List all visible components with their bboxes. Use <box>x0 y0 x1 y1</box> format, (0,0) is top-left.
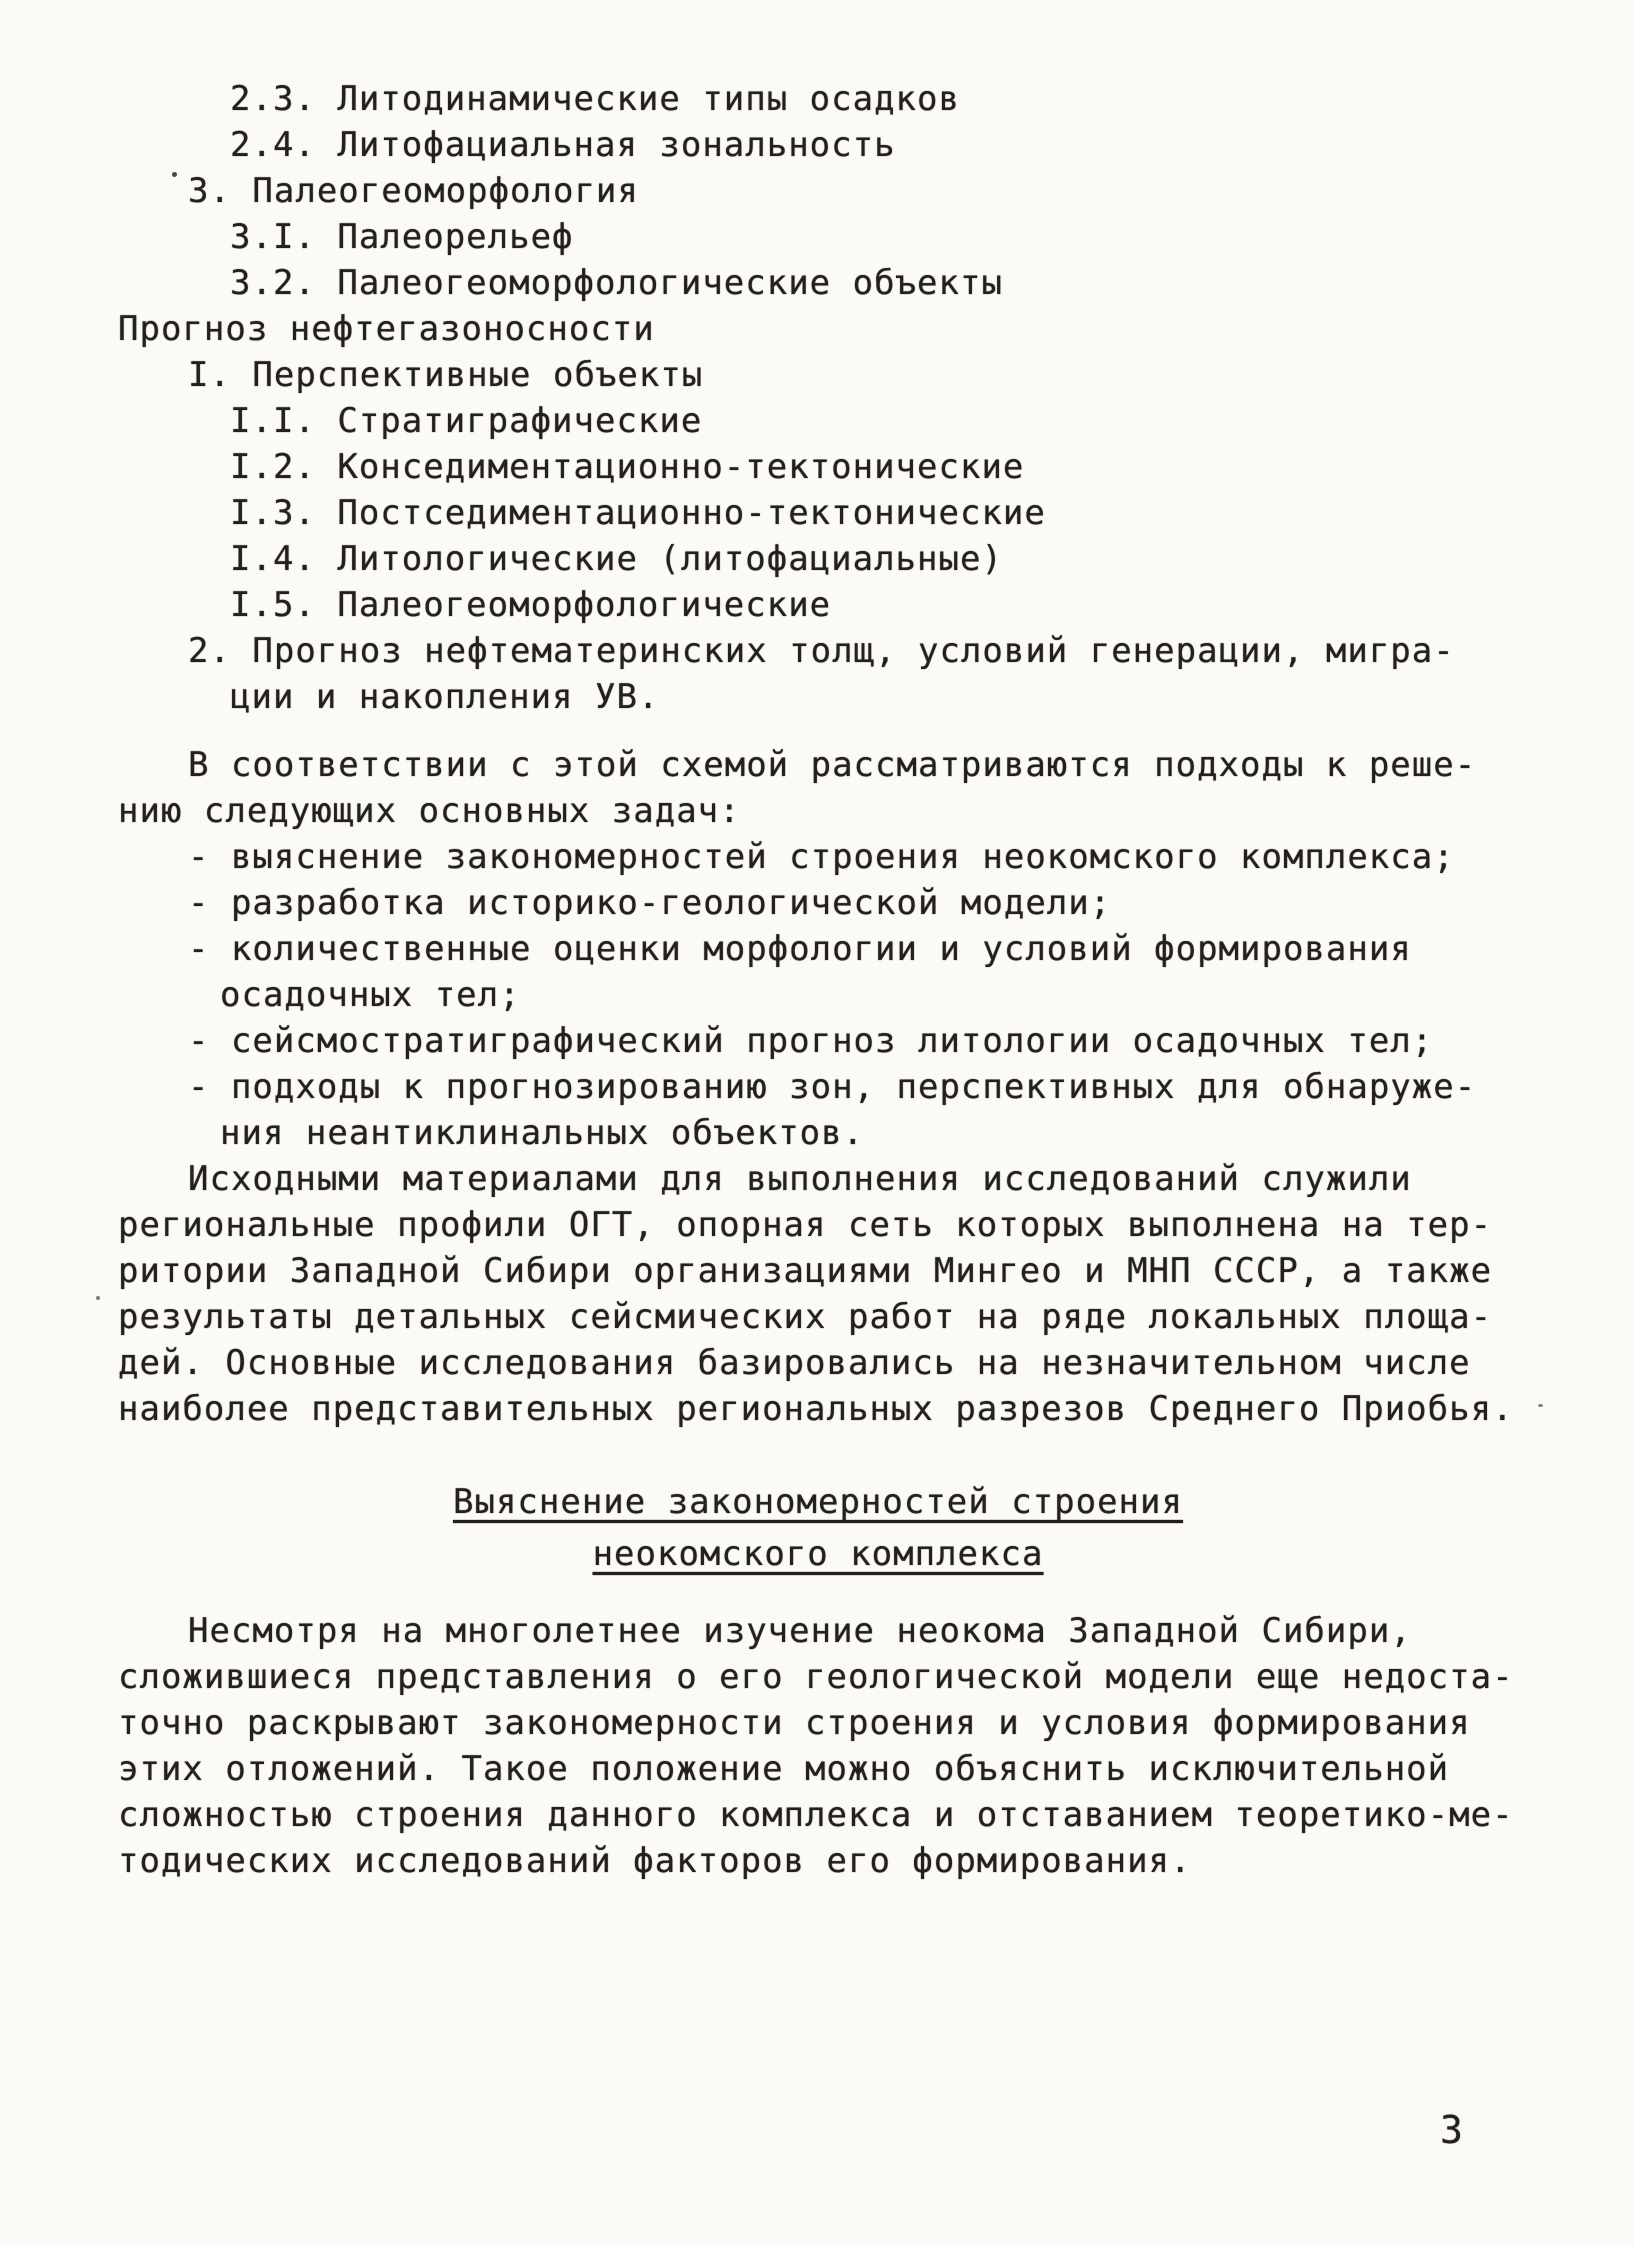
toc-line: I. Перспективные объекты <box>188 355 704 395</box>
paragraph-line: дей. Основные исследования базировались на незначительном числе <box>118 1343 1471 1383</box>
task-line: - подходы к прогнозированию зон, перспективных для обнаруже- <box>188 1067 1477 1107</box>
toc-line: Прогноз нефтегазоносности <box>118 309 655 349</box>
paragraph-line: Исходными материалами для выполнения исследований служили <box>188 1159 1412 1199</box>
toc-line: I.5. Палеогеоморфологические <box>230 585 832 625</box>
toc-line: ции и накопления УВ. <box>230 677 660 717</box>
paragraph-line: Несмотря на многолетнее изучение неокома Западной Сибири, <box>188 1611 1412 1651</box>
toc-line: 3. Палеогеоморфология <box>188 171 639 211</box>
task-line: - разработка историко-геологической модели; <box>188 883 1112 923</box>
task-line: - количественные оценки морфологии и условий формирования <box>188 929 1412 969</box>
paragraph-line: В соответствии с этой схемой рассматриваются подходы к реше- <box>188 745 1477 785</box>
toc-line: I.4. Литологические (литофациальные) <box>230 539 1003 579</box>
paragraph-line: нию следующих основных задач: <box>118 791 741 831</box>
toc-line: 3.2. Палеогеоморфологические объекты <box>230 263 1003 303</box>
paragraph-line: точно раскрывают закономерности строения и условия формирования <box>118 1703 1471 1743</box>
scan-speck <box>96 1296 100 1300</box>
paragraph-line: этих отложений. Такое положение можно объяснить исключительной <box>118 1749 1450 1789</box>
toc-line: I.I. Стратиграфические <box>230 401 703 441</box>
paragraph-line: сложностью строения данного комплекса и отставанием теоретико-ме- <box>118 1795 1514 1835</box>
toc-line: 2. Прогноз нефтематеринских толщ, условий генерации, мигра- <box>188 631 1455 671</box>
section-heading-line: неокомского комплекса <box>592 1534 1044 1574</box>
paragraph-line: результаты детальных сейсмических работ на ряде локальных площа- <box>118 1297 1493 1337</box>
paragraph-line: сложившиеся представления о его геологической модели еще недоста- <box>118 1657 1514 1697</box>
paragraph-line: ритории Западной Сибири организациями Мингео и МНП СССР, а также <box>118 1251 1493 1291</box>
scan-speck <box>1538 1404 1543 1407</box>
toc-line: I.2. Конседиментационно-тектонические <box>230 447 1025 487</box>
toc-line: I.3. Постседиментационно-тектонические <box>230 493 1046 533</box>
section-heading <box>118 1476 1518 1580</box>
task-line: - выяснение закономерностей строения неокомского комплекса; <box>188 837 1455 877</box>
section-heading-line: Выяснение закономерностей строения <box>453 1482 1183 1522</box>
page-content <box>118 76 1518 1884</box>
paragraph-line: наиболее представительных региональных разрезов Среднего Приобья. <box>118 1389 1514 1429</box>
toc-line: 3.I. Палеорельеф <box>230 217 574 257</box>
task-line: осадочных тел; <box>220 975 521 1015</box>
task-line: ния неантиклинальных объектов. <box>220 1113 865 1153</box>
toc-line: 2.3. Литодинамические типы осадков <box>230 79 960 119</box>
paragraph-line: региональные профили ОГТ, опорная сеть которых выполнена на тер- <box>118 1205 1493 1245</box>
page-number: 3 <box>1440 2108 1463 2152</box>
toc-line: 2.4. Литофациальная зональность <box>230 125 896 165</box>
task-line: - сейсмостратиграфический прогноз литологии осадочных тел; <box>188 1021 1434 1061</box>
paragraph-line: тодических исследований факторов его формирования. <box>118 1841 1192 1881</box>
